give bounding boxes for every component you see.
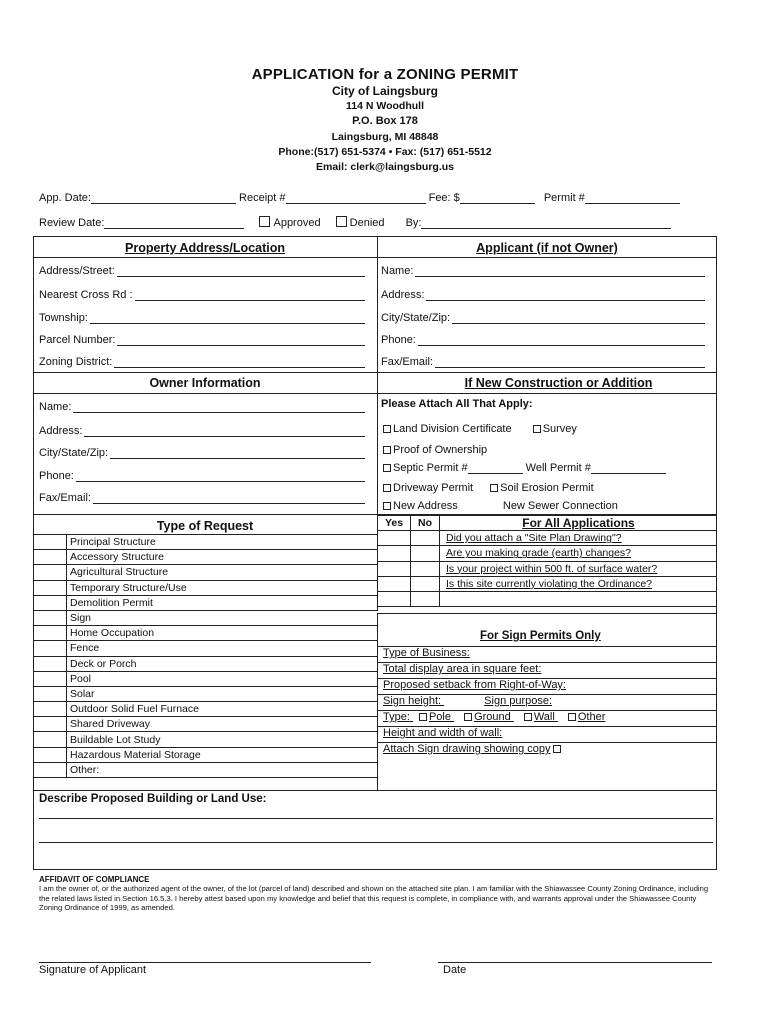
divider <box>377 710 717 711</box>
sign-type-row <box>383 711 605 723</box>
sign-permits-heading: For Sign Permits Only <box>480 630 601 642</box>
approved-checkbox[interactable] <box>259 216 270 227</box>
owner-fax-field[interactable] <box>39 492 365 504</box>
request-row <box>34 656 378 671</box>
divider <box>377 393 717 394</box>
field-label: Address: <box>39 425 83 437</box>
applicant-address-field[interactable] <box>381 289 705 301</box>
new-construction-heading: If New Construction or Addition <box>464 376 653 390</box>
request-label: Sign <box>67 610 378 625</box>
no-cell[interactable] <box>411 531 440 546</box>
request-row <box>34 565 378 580</box>
request-label: Fence <box>67 641 378 656</box>
field-label: Zoning District: <box>39 356 113 368</box>
owner-name-field[interactable] <box>39 401 365 413</box>
app-date-label: App. Date: <box>39 192 91 204</box>
request-row <box>34 671 378 686</box>
divider <box>33 790 717 791</box>
request-table <box>33 534 378 778</box>
attach-label: Please Attach All That Apply: <box>381 398 533 410</box>
applicant-phone-field[interactable] <box>381 334 705 346</box>
proof-ownership-checkbox[interactable] <box>383 446 391 454</box>
question-row <box>378 561 718 576</box>
request-label: Temporary Structure/Use <box>67 580 378 595</box>
field-label: Nearest Cross Rd : <box>39 289 133 301</box>
field-label: Address: <box>381 289 425 301</box>
request-checkbox-cell[interactable] <box>34 656 67 671</box>
request-row <box>34 610 378 625</box>
divider <box>377 726 717 727</box>
request-checkbox-cell[interactable] <box>34 550 67 565</box>
attach-row-3 <box>377 462 666 474</box>
yes-cell[interactable] <box>378 546 411 561</box>
affidavit-text: I am the owner of, or the authorized agent of the owner, of the lot (parcel of land) described and shown on the attached site plan. I am familiar with the Shiawassee County Zoning Ordinance, including the related laws listed in Section 16.5.3. I hereby attest based upon my knowledge and belief that this request is complete, in compliance with, and warrants approval under the Shiawassee County Zoning Ordinance of 1999, as amended. <box>39 884 709 912</box>
field-label: Phone: <box>39 470 74 482</box>
request-label: Demolition Permit <box>67 595 378 610</box>
request-label: Shared Driveway <box>67 717 378 732</box>
sign-attach-row <box>383 743 563 755</box>
request-checkbox-cell[interactable] <box>34 641 67 656</box>
email: Email: clerk@laingsburg.us <box>315 161 455 173</box>
field-label: Township: <box>39 312 88 324</box>
denied-checkbox[interactable] <box>336 216 347 227</box>
form-title: APPLICATION for a ZONING PERMIT <box>251 66 519 83</box>
request-label: Accessory Structure <box>67 550 378 565</box>
well-field[interactable] <box>591 468 666 474</box>
no-cell[interactable] <box>411 576 440 591</box>
fee-label: Fee: $ <box>428 192 460 204</box>
well-label: Well Permit # <box>525 462 591 474</box>
sign-height-row <box>383 695 552 707</box>
app-date-field[interactable] <box>91 191 236 204</box>
attach-row-2 <box>377 444 487 456</box>
new-address-label: New Address <box>393 500 458 512</box>
owner-address-field[interactable] <box>39 425 365 437</box>
septic-label: Septic Permit # <box>393 462 468 474</box>
land-division-label: Land Division Certificate <box>393 423 512 435</box>
property-heading: Property Address/Location <box>125 241 285 255</box>
request-row <box>34 686 378 701</box>
survey-checkbox[interactable] <box>533 425 541 433</box>
owner-heading: Owner Information <box>149 376 261 390</box>
septic-checkbox[interactable] <box>383 464 391 472</box>
field-label: Parcel Number: <box>39 334 116 346</box>
sign-height-label[interactable]: Sign height: <box>383 695 442 707</box>
street-address: 114 N Woodhull <box>346 100 424 112</box>
date-line[interactable] <box>438 962 712 963</box>
no-cell[interactable] <box>411 546 440 561</box>
request-heading: Type of Request <box>156 519 254 533</box>
new-sewer-label: New Sewer Connection <box>502 500 618 512</box>
request-checkbox-cell[interactable] <box>34 626 67 641</box>
driveway-label: Driveway Permit <box>393 482 474 494</box>
soil-erosion-checkbox[interactable] <box>490 484 498 492</box>
wall-checkbox[interactable] <box>524 713 532 721</box>
request-label: Solar <box>67 686 378 701</box>
request-row <box>34 595 378 610</box>
other-checkbox[interactable] <box>568 713 576 721</box>
question-text: Is this site currently violating the Ordinance? <box>440 576 718 591</box>
request-label: Principal Structure <box>67 535 378 550</box>
septic-field[interactable] <box>468 468 523 474</box>
driveway-checkbox[interactable] <box>383 484 391 492</box>
property-zoning-field[interactable] <box>39 356 365 368</box>
property-address-field[interactable] <box>39 265 365 277</box>
other-label: Other <box>577 711 606 723</box>
request-checkbox-cell[interactable] <box>34 717 67 732</box>
request-checkbox-cell[interactable] <box>34 671 67 686</box>
approved-label: Approved <box>273 217 321 229</box>
fee-field[interactable] <box>460 191 535 204</box>
property-parcel-field[interactable] <box>39 334 365 346</box>
request-label: Buildable Lot Study <box>67 732 378 747</box>
sign-hw[interactable]: Height and width of wall: <box>383 727 503 739</box>
field-label: Fax/Email: <box>39 492 91 504</box>
question-row <box>378 576 718 591</box>
sign-setback[interactable]: Proposed setback from Right-of-Way: <box>383 679 566 691</box>
question-cell <box>440 591 718 606</box>
request-row <box>34 762 378 777</box>
review-date-field[interactable] <box>104 216 244 229</box>
city-state-zip: Laingsburg, MI 48848 <box>331 131 439 143</box>
request-label: Home Occupation <box>67 626 378 641</box>
by-field[interactable] <box>421 216 671 229</box>
sign-business[interactable]: Type of Business: <box>383 647 470 659</box>
request-label: Pool <box>67 671 378 686</box>
divider <box>33 393 377 394</box>
pole-label: Pole <box>428 711 451 723</box>
sign-attach-checkbox[interactable] <box>553 745 561 753</box>
request-checkbox-cell[interactable] <box>34 565 67 580</box>
request-label: Other: <box>67 762 378 777</box>
field-label: Phone: <box>381 334 416 346</box>
applicant-heading: Applicant (if not Owner) <box>476 241 618 255</box>
describe-label: Describe Proposed Building or Land Use: <box>39 793 267 805</box>
divider <box>377 678 717 679</box>
yes-cell[interactable] <box>378 561 411 576</box>
survey-label: Survey <box>542 423 577 435</box>
no-cell[interactable] <box>411 561 440 576</box>
affidavit-title: AFFIDAVIT OF COMPLIANCE <box>39 875 150 884</box>
field-label: Address/Street: <box>39 265 115 277</box>
yes-cell[interactable] <box>378 591 411 606</box>
ground-label: Ground <box>474 711 511 723</box>
request-checkbox-cell[interactable] <box>34 610 67 625</box>
signature-line[interactable] <box>39 962 371 963</box>
owner-phone-field[interactable] <box>39 470 365 482</box>
all-applications-heading: For All Applications <box>440 516 718 531</box>
by-label: By: <box>405 217 422 229</box>
field-label: City/State/Zip: <box>39 447 109 459</box>
all-applications-table <box>377 515 717 607</box>
wall-label: Wall <box>533 711 555 723</box>
divider <box>33 257 717 258</box>
applicant-city-field[interactable] <box>381 312 705 324</box>
question-text: Did you attach a "Site Plan Drawing"? <box>440 531 718 546</box>
attach-row-4 <box>377 482 594 494</box>
review-date-label: Review Date: <box>39 217 105 229</box>
soil-erosion-label: Soil Erosion Permit <box>500 482 594 494</box>
sign-purpose-label[interactable]: Sign purpose: <box>484 695 553 707</box>
sign-attach-label: Attach Sign drawing showing copy <box>383 743 551 755</box>
request-checkbox-cell[interactable] <box>34 762 67 777</box>
question-text: Is your project within 500 ft. of surface water? <box>440 561 718 576</box>
applicant-fax-field[interactable] <box>381 356 705 368</box>
request-label: Agricultural Structure <box>67 565 378 580</box>
request-checkbox-cell[interactable] <box>34 686 67 701</box>
sign-display-area[interactable]: Total display area in square feet: <box>383 663 542 675</box>
request-row <box>34 747 378 762</box>
no-header: No <box>411 516 440 531</box>
request-checkbox-cell[interactable] <box>34 747 67 762</box>
divider <box>377 613 378 790</box>
divider <box>377 613 717 614</box>
no-cell[interactable] <box>411 591 440 606</box>
review-row <box>39 216 671 229</box>
divider <box>377 662 717 663</box>
divider <box>377 694 717 695</box>
yes-cell[interactable] <box>378 531 411 546</box>
app-date-row <box>39 191 680 204</box>
denied-label: Denied <box>349 217 385 229</box>
attach-row-1 <box>377 423 577 435</box>
receipt-label: Receipt # <box>239 192 286 204</box>
sign-type-label: Type: <box>383 711 410 723</box>
property-cross-rd-field[interactable] <box>39 289 365 301</box>
pole-checkbox[interactable] <box>419 713 427 721</box>
request-row <box>34 580 378 595</box>
new-address-checkbox[interactable] <box>383 502 391 510</box>
request-row <box>34 641 378 656</box>
request-checkbox-cell[interactable] <box>34 535 67 550</box>
yes-header: Yes <box>378 516 411 531</box>
date-label: Date <box>443 964 467 976</box>
applicant-name-field[interactable] <box>381 265 705 277</box>
field-label: Name: <box>381 265 414 277</box>
request-checkbox-cell[interactable] <box>34 580 67 595</box>
request-checkbox-cell[interactable] <box>34 595 67 610</box>
request-row <box>34 732 378 747</box>
divider <box>33 372 717 373</box>
proof-ownership-label: Proof of Ownership <box>393 444 488 456</box>
request-checkbox-cell[interactable] <box>34 732 67 747</box>
field-label: Name: <box>39 401 72 413</box>
city-name: City of Laingsburg <box>332 84 438 98</box>
divider <box>377 742 717 743</box>
field-label: Fax/Email: <box>381 356 433 368</box>
land-division-checkbox[interactable] <box>383 425 391 433</box>
ground-checkbox[interactable] <box>464 713 472 721</box>
request-checkbox-cell[interactable] <box>34 702 67 717</box>
field-label: City/State/Zip: <box>381 312 451 324</box>
describe-line[interactable] <box>39 842 713 843</box>
yes-cell[interactable] <box>378 576 411 591</box>
request-label: Deck or Porch <box>67 656 378 671</box>
request-row <box>34 550 378 565</box>
question-text: Are you making grade (earth) changes? <box>440 546 718 561</box>
attach-row-5 <box>377 500 618 512</box>
request-label: Hazardous Material Storage <box>67 747 378 762</box>
request-row <box>34 717 378 732</box>
phone-fax: Phone:(517) 651-5374 • Fax: (517) 651-5512 <box>278 146 492 158</box>
question-row <box>378 531 718 546</box>
question-row <box>378 546 718 561</box>
receipt-field[interactable] <box>286 191 426 204</box>
describe-line[interactable] <box>39 818 713 819</box>
request-row <box>34 702 378 717</box>
request-row <box>34 626 378 641</box>
owner-city-field[interactable] <box>39 447 365 459</box>
request-label: Outdoor Solid Fuel Furnace <box>67 702 378 717</box>
signature-label: Signature of Applicant <box>39 964 147 976</box>
po-box: P.O. Box 178 <box>352 115 418 127</box>
property-township-field[interactable] <box>39 312 365 324</box>
request-row <box>34 535 378 550</box>
permit-label: Permit # <box>543 192 585 204</box>
permit-field[interactable] <box>585 191 680 204</box>
